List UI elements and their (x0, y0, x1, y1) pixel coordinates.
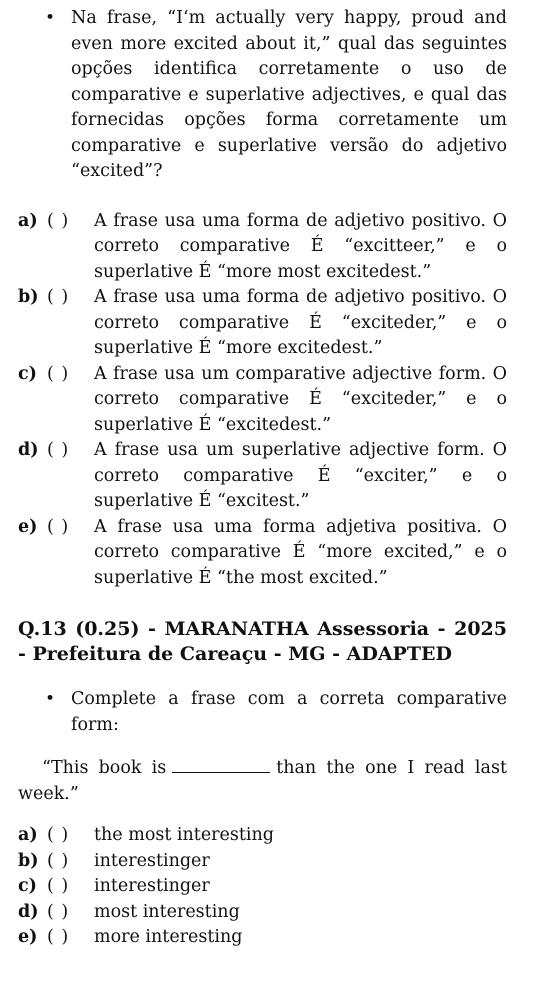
q12-option-a[interactable] (18, 209, 507, 286)
answer-blank (172, 756, 270, 773)
q13-option-c[interactable] (18, 874, 507, 900)
q13-options (18, 823, 507, 951)
q13-option-b[interactable] (18, 849, 507, 875)
option-text: most interesting (94, 901, 240, 922)
q13-option-e[interactable] (18, 925, 507, 951)
q12-option-e[interactable] (18, 515, 507, 592)
option-text: the most interesting (94, 825, 274, 845)
q13-option-d[interactable] (18, 900, 507, 926)
q12-options (18, 209, 507, 592)
bullet-icon: • (45, 689, 56, 709)
option-text: interestinger (94, 850, 210, 871)
option-text: A frase usa um comparative adjective form. O correto comparative É “exciteder,” e o superlative É “excitedest.” (94, 363, 507, 435)
answer-checkbox[interactable]: ( ) (47, 287, 70, 307)
q13-option-a[interactable] (18, 823, 507, 849)
answer-checkbox[interactable]: ( ) (47, 516, 70, 537)
option-letter: b) (18, 287, 39, 307)
q12-option-d[interactable] (18, 438, 507, 515)
q12-option-b[interactable] (18, 285, 507, 362)
q12-prompt (18, 6, 507, 185)
answer-checkbox[interactable]: ( ) (47, 850, 70, 871)
q12-prompt-text: Na frase, “I‘m actually very happy, proud and even more excited about it,” qual das seguintes opções identifica corretamente o uso de comparative e superlative adjectives, e qual das fornecidas opções forma corretamente um comparative e superlative versão do adjetivo “excited”? (71, 8, 507, 181)
option-text: interestinger (94, 876, 210, 896)
answer-checkbox[interactable]: ( ) (47, 363, 70, 384)
option-letter: e) (18, 516, 38, 537)
option-letter: c) (18, 876, 37, 896)
option-text: A frase usa uma forma adjetiva positiva. O correto comparative É “more excited,” e o superlative É “the most excited.” (94, 516, 507, 588)
option-text: A frase usa uma forma de adjetivo positivo. O correto comparative É “exciteder,” e o superlative É “more excitedest.” (94, 287, 507, 358)
answer-checkbox[interactable]: ( ) (47, 901, 70, 922)
option-letter: d) (18, 440, 39, 460)
q13-instruction-text: Complete a frase com a correta comparative form: (71, 689, 507, 735)
option-letter: d) (18, 901, 39, 922)
q13-header: Q.13 (0.25) - MARANATHA Assessoria - 2025 - Prefeitura de Careaçu - MG - ADAPTED (18, 618, 507, 665)
option-text: more interesting (94, 927, 243, 947)
option-letter: c) (18, 363, 37, 384)
option-letter: a) (18, 210, 38, 231)
option-text: A frase usa um superlative adjective form. O correto comparative É “exciter,” e o superlative É “excitest.” (94, 440, 507, 511)
option-letter: e) (18, 927, 38, 947)
answer-checkbox[interactable]: ( ) (47, 210, 70, 231)
bullet-icon: • (45, 8, 56, 28)
option-letter: b) (18, 850, 39, 871)
q13-sentence (18, 756, 507, 807)
answer-checkbox[interactable]: ( ) (47, 825, 70, 845)
option-letter: a) (18, 825, 38, 845)
option-text: A frase usa uma forma de adjetivo positivo. O correto comparative É “excitteer,” e o superlative É “more most excitedest.” (94, 210, 507, 282)
answer-checkbox[interactable]: ( ) (47, 927, 70, 947)
q12-option-c[interactable] (18, 362, 507, 439)
sentence-end: than the one I read last week.” (18, 758, 507, 804)
answer-checkbox[interactable]: ( ) (47, 876, 70, 896)
q13-instruction (18, 687, 507, 738)
sentence-start: “This book is (42, 758, 167, 778)
answer-checkbox[interactable]: ( ) (47, 440, 70, 460)
